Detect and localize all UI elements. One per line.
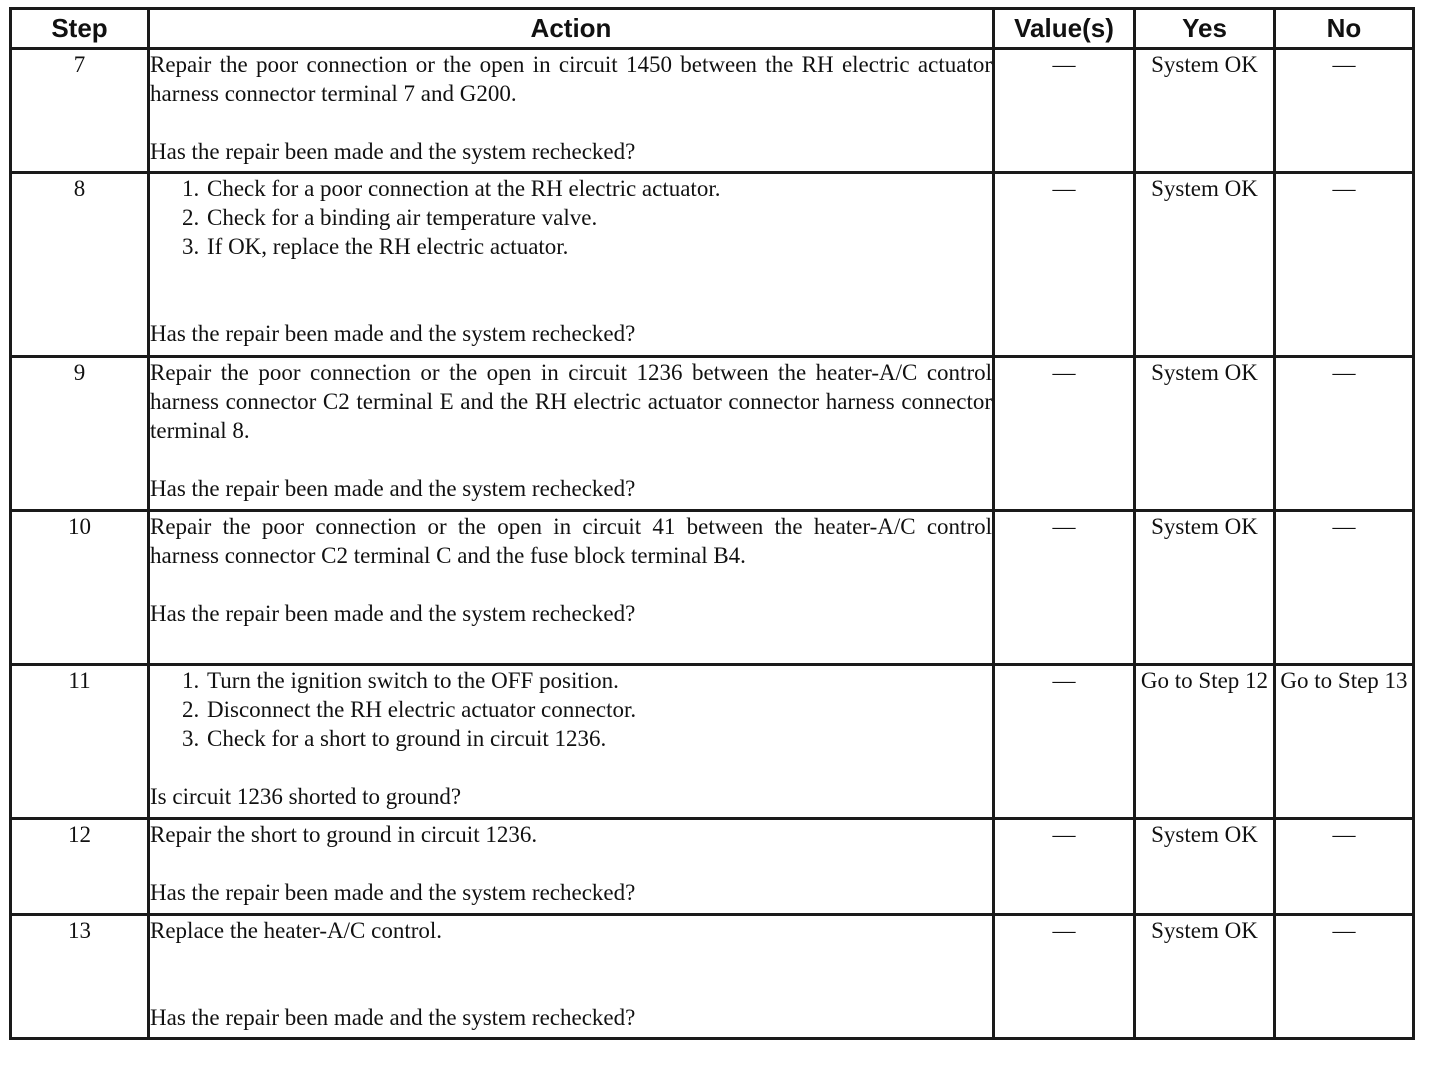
action-cell — [149, 49, 994, 173]
no-cell: — — [1275, 819, 1414, 915]
header-yes: Yes — [1135, 9, 1275, 49]
yes-cell: System OK — [1135, 173, 1275, 357]
action-text: Repair the poor connection or the open in circuit 1450 between the RH electric actuator harness connector terminal 7 and G200. — [150, 52, 992, 106]
action-question: Has the repair been made and the system rechecked? — [150, 139, 636, 164]
action-cell — [149, 357, 994, 511]
value-cell: — — [994, 49, 1135, 173]
step-number: 9 — [11, 357, 149, 511]
action-question: Has the repair been made and the system rechecked? — [150, 1005, 636, 1030]
yes-cell: System OK — [1135, 49, 1275, 173]
header-action: Action — [149, 9, 994, 49]
action-steps-list — [150, 666, 992, 753]
action-step-item: 3. If OK, replace the RH electric actuator. — [205, 232, 992, 261]
table-row — [11, 915, 1414, 1039]
no-cell: — — [1275, 49, 1414, 173]
step-number: 7 — [11, 49, 149, 173]
table-row — [11, 819, 1414, 915]
value-cell: — — [994, 173, 1135, 357]
table-row — [11, 511, 1414, 665]
action-cell — [149, 665, 994, 819]
value-cell: — — [994, 819, 1135, 915]
value-cell: — — [994, 357, 1135, 511]
action-text: Repair the poor connection or the open in circuit 1236 between the heater-A/C control harness connector C2 terminal E and the RH electric actuator connector harness connector terminal 8. — [150, 360, 992, 443]
diagnostic-table — [9, 7, 1415, 1040]
action-text: Replace the heater-A/C control. — [150, 918, 443, 943]
header-no: No — [1275, 9, 1414, 49]
table-row — [11, 357, 1414, 511]
no-cell: — — [1275, 915, 1414, 1039]
action-question: Has the repair been made and the system rechecked? — [150, 880, 636, 905]
yes-cell: Go to Step 12 — [1135, 665, 1275, 819]
no-cell: — — [1275, 511, 1414, 665]
value-cell: — — [994, 665, 1135, 819]
action-step-item: 2. Disconnect the RH electric actuator connector. — [205, 695, 992, 724]
table-row — [11, 665, 1414, 819]
yes-cell: System OK — [1135, 915, 1275, 1039]
step-number: 13 — [11, 915, 149, 1039]
header-row — [11, 9, 1414, 49]
yes-cell: System OK — [1135, 511, 1275, 665]
step-number: 12 — [11, 819, 149, 915]
action-text: Repair the short to ground in circuit 1236. — [150, 822, 538, 847]
step-number: 10 — [11, 511, 149, 665]
action-cell — [149, 511, 994, 665]
action-step-item: 1. Turn the ignition switch to the OFF position. — [205, 666, 992, 695]
no-cell: — — [1275, 357, 1414, 511]
table-row — [11, 173, 1414, 357]
action-question: Is circuit 1236 shorted to ground? — [150, 784, 462, 809]
table-row — [11, 49, 1414, 173]
step-number: 11 — [11, 665, 149, 819]
action-question: Has the repair been made and the system rechecked? — [150, 601, 636, 626]
action-steps-list — [150, 174, 992, 261]
action-step-item: 1. Check for a poor connection at the RH electric actuator. — [205, 174, 992, 203]
action-question: Has the repair been made and the system rechecked? — [150, 476, 636, 501]
yes-cell: System OK — [1135, 357, 1275, 511]
yes-cell: System OK — [1135, 819, 1275, 915]
no-cell: — — [1275, 173, 1414, 357]
action-step-item: 2. Check for a binding air temperature valve. — [205, 203, 992, 232]
action-question: Has the repair been made and the system rechecked? — [150, 321, 636, 346]
action-cell — [149, 819, 994, 915]
header-value: Value(s) — [994, 9, 1135, 49]
no-cell: Go to Step 13 — [1275, 665, 1414, 819]
value-cell: — — [994, 511, 1135, 665]
action-text: Repair the poor connection or the open in circuit 41 between the heater-A/C control harness connector C2 terminal C and the fuse block terminal B4. — [150, 514, 992, 568]
action-cell — [149, 915, 994, 1039]
header-step: Step — [11, 9, 149, 49]
action-step-item: 3. Check for a short to ground in circuit 1236. — [205, 724, 992, 753]
action-cell — [149, 173, 994, 357]
value-cell: — — [994, 915, 1135, 1039]
step-number: 8 — [11, 173, 149, 357]
